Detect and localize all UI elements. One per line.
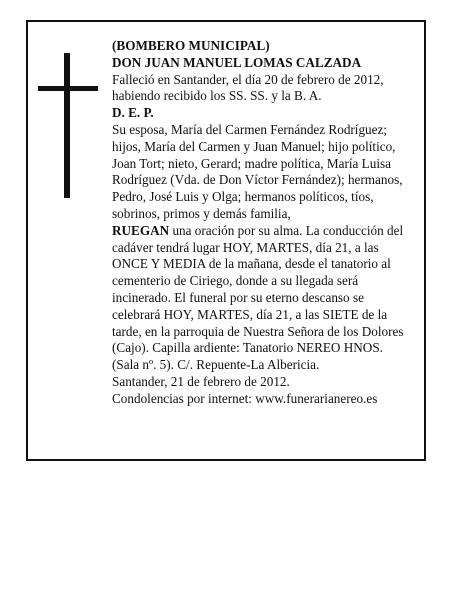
ruegan-line <box>112 223 424 240</box>
condolences-line: Condolencias por internet: www.funerarianereo.es <box>112 390 378 406</box>
cross-icon <box>38 53 98 198</box>
ruegan-word: RUEGAN <box>112 222 170 238</box>
funeral-detail-line: incinerado. El funeral por su eterno descanso se <box>112 289 364 305</box>
funeral-detail-line: celebrará HOY, MARTES, día 21, a las SIETE de la <box>112 306 388 322</box>
deceased-name: DON JUAN MANUEL LOMAS CALZADA <box>112 54 362 70</box>
family-line: Rodríguez (Vda. de Don Víctor Fernández); hermanos, <box>112 172 403 188</box>
funeral-detail-line: tarde, en la parroquia de Nuestra Señora de los Dolores <box>112 323 404 339</box>
occupation-heading: (BOMBERO MUNICIPAL) <box>112 38 270 53</box>
obituary-text <box>112 38 424 408</box>
date-line: Santander, 21 de febrero de 2012. <box>112 373 290 389</box>
dep-abbreviation: D. E. P. <box>112 105 154 121</box>
funeral-detail-line: (Sala nº. 5). C/. Repuente-La Albericia. <box>112 357 320 373</box>
cross-horizontal-bar <box>38 86 98 91</box>
family-line: Joan Tort; nieto, Gerard; madre política, María Luisa <box>112 155 391 171</box>
funeral-detail-line: ONCE Y MEDIA de la mañana, desde el tanatorio al <box>112 256 391 272</box>
death-announcement-line: habiendo recibido los SS. SS. y la B. A. <box>112 88 322 104</box>
cross-vertical-bar <box>64 53 70 198</box>
death-announcement-line: Falleció en Santander, el día 20 de febrero de 2012, <box>112 71 384 87</box>
family-line: Su esposa, María del Carmen Fernández Rodríguez; <box>112 121 388 137</box>
family-line: Pedro, José Luis y Olga; hermanos políticos, tíos, <box>112 189 374 205</box>
funeral-detail-line: cementerio de Ciriego, donde a su llegada será <box>112 273 359 289</box>
family-line: hijos, María del Carmen y Juan Manuel; hijo político, <box>112 138 396 154</box>
ruegan-rest: una oración por su alma. La conducción del <box>169 222 404 238</box>
funeral-detail-line: (Cajo). Capilla ardiente: Tanatorio NEREO HNOS. <box>112 340 383 356</box>
funeral-detail-line: cadáver tendrá lugar HOY, MARTES, día 21, a las <box>112 239 379 255</box>
family-line: sobrinos, primos y demás familia, <box>112 205 291 221</box>
